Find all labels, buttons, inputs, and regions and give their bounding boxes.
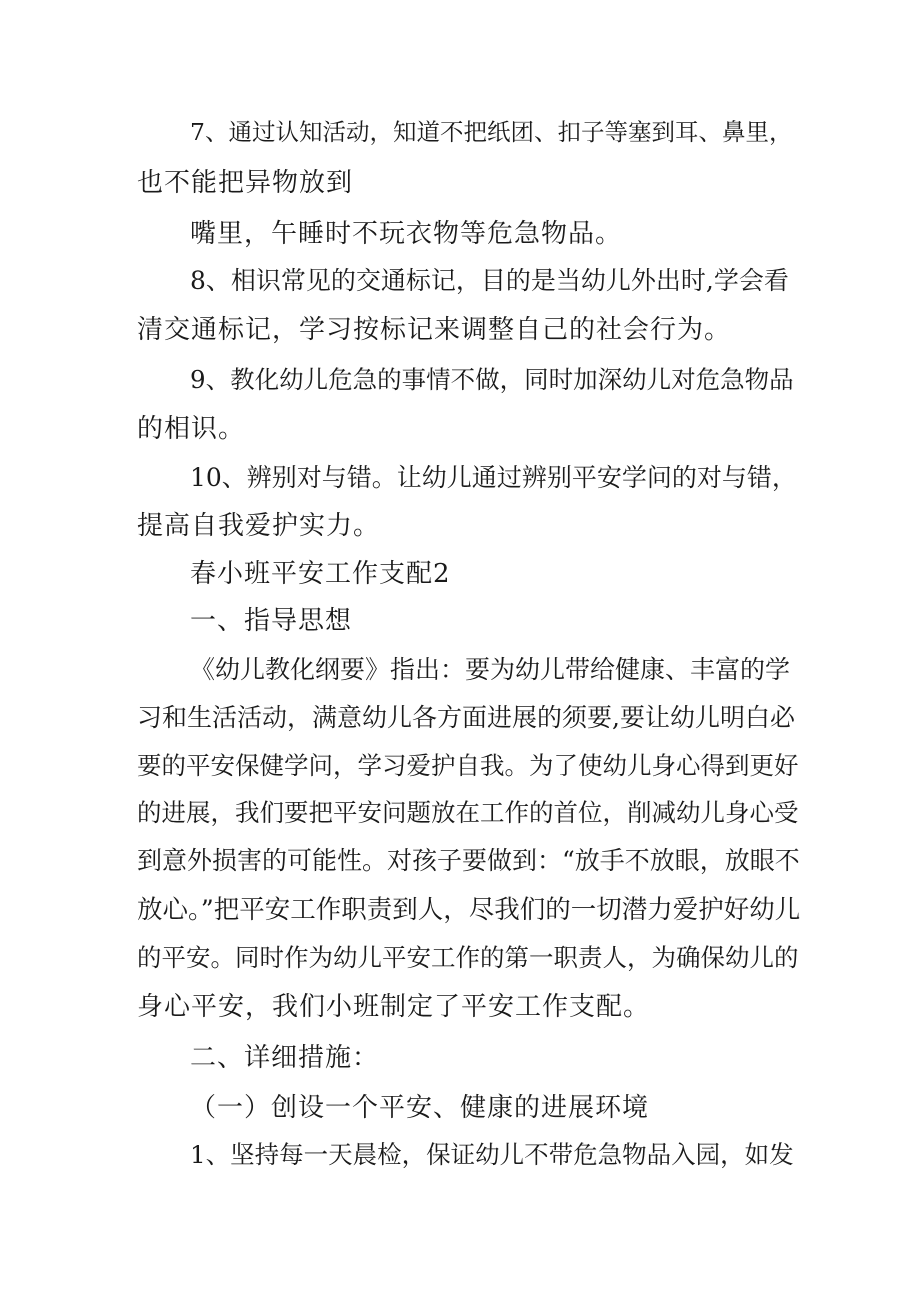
- text-line-15: 的进展，我们要把平安问题放在工作的首位，削减幼儿身心受: [137, 798, 799, 827]
- text-line-6: 9、教化幼儿危急的事情不做，同时加深幼儿对危急物品: [190, 365, 794, 394]
- text-line-13: 习和生活活动，满意幼儿各方面进展的须要,要让幼儿明白必: [137, 703, 795, 732]
- text-line-12: 《幼儿教化纲要》指出：要为幼儿带给健康、丰富的学: [190, 655, 791, 684]
- text-line-5: 清交通标记，学习按标记来调整自己的社会行为。: [137, 315, 732, 345]
- text-line-3: 嘴里，午睡时不玩衣物等危急物品。: [190, 219, 623, 249]
- text-line-17: 放心。”把平安工作职责到人，尽我们的一切潜力爱护好幼儿: [137, 895, 801, 925]
- text-line-7: 的相识。: [137, 414, 246, 444]
- section-heading-measures: 二、详细措施：: [190, 1043, 380, 1073]
- text-line-18: 的平安。同时作为幼儿平安工作的第一职责人，为确保幼儿的: [137, 943, 799, 972]
- text-line-8: 10、辨别对与错。让幼儿通过辨别平安学问的对与错，: [190, 463, 797, 492]
- section-heading-guiding-ideology: 一、指导思想: [190, 606, 353, 636]
- text-line-22: 1、坚持每一天晨检，保证幼儿不带危急物品入园，如发: [190, 1140, 794, 1169]
- text-line-16: 到意外损害的可能性。对孩子要做到：“放手不放眼，放眼不: [137, 846, 800, 875]
- text-line-9: 提高自我爱护实力。: [137, 511, 381, 541]
- text-line-14: 要的平安保健学问，学习爱护自我。为了使幼儿身心得到更好: [137, 751, 799, 780]
- subsection-heading-environment: （一）创设一个平安、健康的进展环境: [190, 1093, 650, 1123]
- text-line-2: 也不能把异物放到: [137, 168, 354, 198]
- text-line-19: 身心平安，我们小班制定了平安工作支配。: [137, 992, 651, 1022]
- section-heading-plan-2: 春小班平安工作支配2: [190, 559, 451, 589]
- text-line-1: 7、通过认知活动，知道不把纸团、扣子等塞到耳、鼻里，: [190, 118, 793, 146]
- text-line-4: 8、相识常见的交通标记，目的是当幼儿外出时,学会看: [190, 266, 789, 295]
